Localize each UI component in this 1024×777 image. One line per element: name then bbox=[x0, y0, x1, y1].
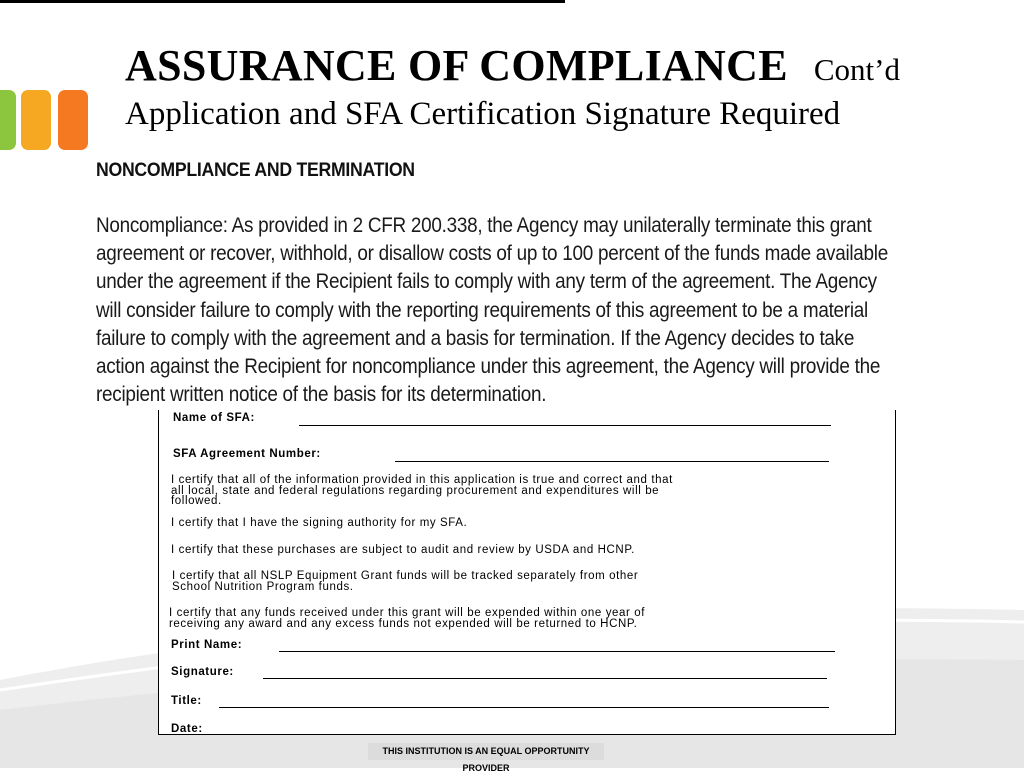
accent-bar-yellow bbox=[21, 90, 51, 150]
certification-line: I certify that all NSLP Equipment Grant funds will be tracked separately from other bbox=[172, 570, 639, 582]
name-of-sfa-label: Name of SFA: bbox=[173, 412, 255, 424]
certification-form bbox=[158, 410, 896, 735]
certification-line: School Nutrition Program funds. bbox=[172, 580, 354, 593]
sfa-agreement-number-line[interactable] bbox=[395, 461, 829, 462]
noncompliance-paragraph bbox=[96, 212, 992, 409]
noncompliance-heading: NONCOMPLIANCE AND TERMINATION bbox=[96, 160, 415, 181]
slide-subtitle: Application and SFA Certification Signature Required bbox=[125, 96, 841, 132]
certification-line: I certify that any funds received under this grant will be expended within one year of bbox=[169, 607, 646, 619]
noncompliance-line: failure to comply with the agreement and a basis for termination. If the Agency decides to take bbox=[96, 326, 855, 350]
noncompliance-line: agreement or recover, withhold, or disallow costs of up to 100 percent of the funds made available bbox=[96, 242, 888, 266]
certification-line: receiving any award and any excess funds not expended will be returned to HCNP. bbox=[169, 617, 638, 630]
slide-title-suffix: Cont’d bbox=[813, 52, 900, 87]
noncompliance-line: under the agreement if the Recipient fails to comply with any term of the agreement. The Agency bbox=[96, 270, 877, 294]
accent-bar-green bbox=[0, 90, 16, 150]
certification-audit: I certify that these purchases are subject to audit and review by USDA and HCNP. bbox=[171, 544, 635, 556]
certification-tracking bbox=[172, 571, 638, 592]
name-of-sfa-line[interactable] bbox=[299, 425, 831, 426]
top-rule bbox=[0, 0, 565, 3]
certification-accuracy bbox=[171, 475, 673, 507]
print-name-label: Print Name: bbox=[171, 639, 243, 651]
slide-title bbox=[125, 40, 900, 91]
noncompliance-line: recipient written notice of the basis for its determination. bbox=[96, 383, 547, 407]
signature-line[interactable] bbox=[263, 678, 827, 679]
title-line[interactable] bbox=[219, 707, 829, 708]
slide-title-main: ASSURANCE OF COMPLIANCE bbox=[125, 41, 788, 90]
sfa-agreement-number-label: SFA Agreement Number: bbox=[173, 448, 321, 460]
certification-signing-authority: I certify that I have the signing authority for my SFA. bbox=[171, 517, 468, 529]
equal-opportunity-footer: THIS INSTITUTION IS AN EQUAL OPPORTUNITY PROVIDER bbox=[368, 743, 604, 760]
certification-line: followed. bbox=[171, 495, 222, 507]
print-name-line[interactable] bbox=[279, 651, 835, 652]
accent-bar-orange bbox=[58, 90, 88, 150]
certification-expenditure bbox=[169, 608, 645, 629]
signature-label: Signature: bbox=[171, 666, 234, 678]
certification-line: all local, state and federal regulations regarding procurement and expenditures will be bbox=[171, 484, 660, 497]
noncompliance-line: action against the Recipient for noncompliance under this agreement, the Agency will provide the bbox=[96, 355, 881, 379]
noncompliance-line: will consider failure to comply with the reporting requirements of this agreement to be a material bbox=[96, 298, 868, 322]
certification-line: I certify that all of the information provided in this application is true and correct and that bbox=[171, 474, 673, 486]
noncompliance-line: Noncompliance: As provided in 2 CFR 200.338, the Agency may unilaterally terminate this grant bbox=[96, 214, 872, 237]
title-label: Title: bbox=[171, 695, 202, 707]
date-label: Date: bbox=[171, 723, 203, 735]
